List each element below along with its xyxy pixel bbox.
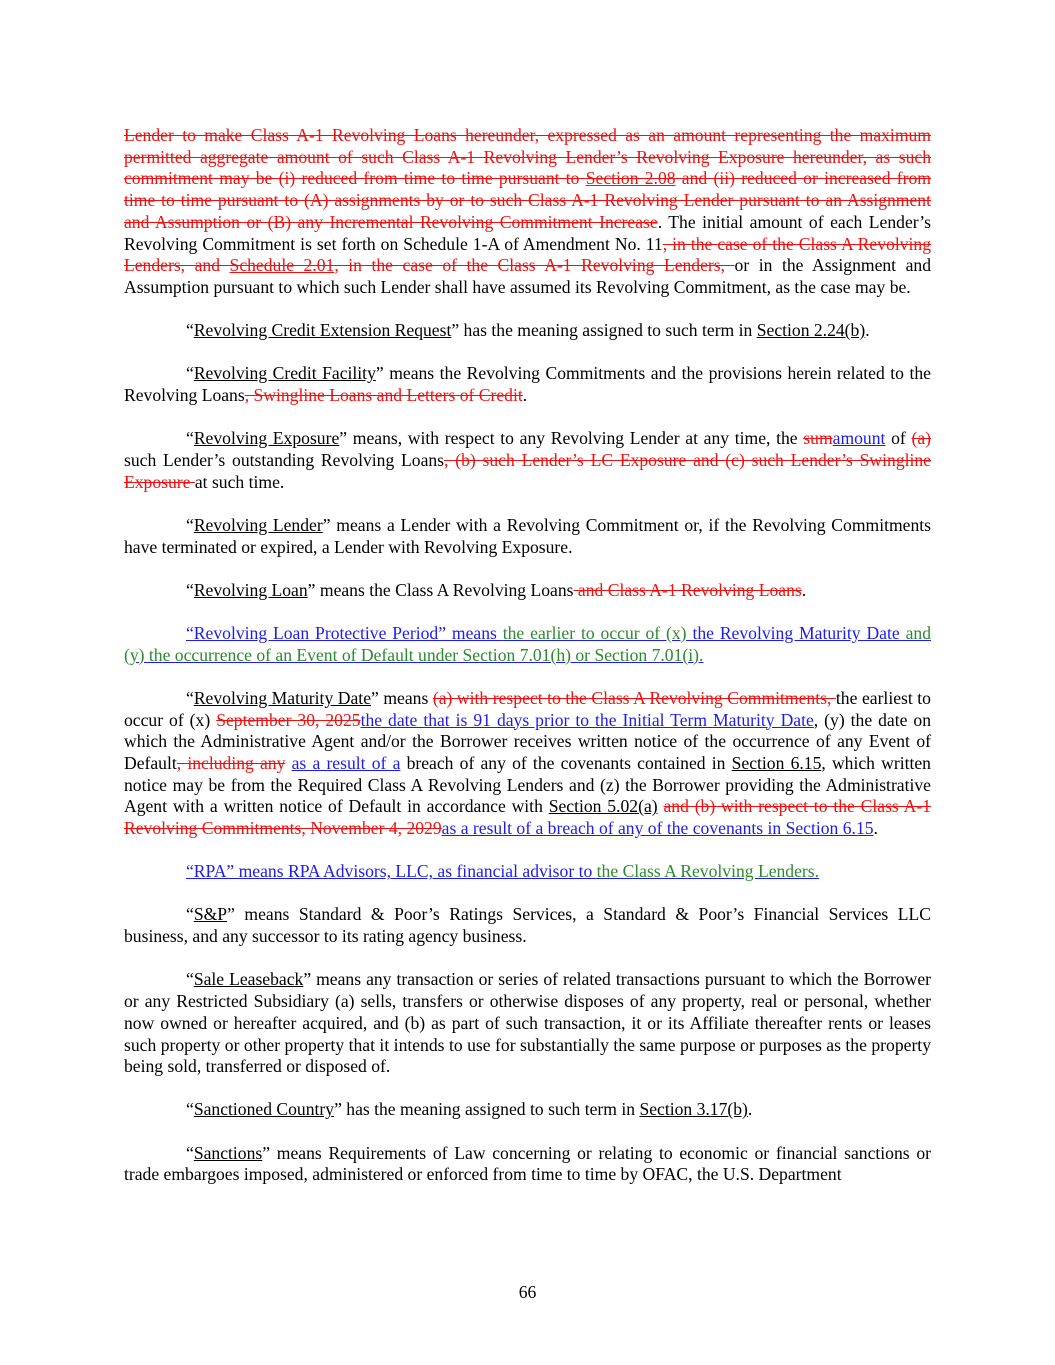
defined-term-or-reference: Sanctions (193, 1142, 263, 1163)
text-run: “ (186, 514, 194, 535)
deleted-text: , in the case of the Class A Revolving Lenders, and (124, 233, 931, 276)
text-run: or in the Assignment and Assumption pursuant to which such Lender shall have assumed its Revolving Commitment, as the case may be. (124, 255, 931, 297)
defined-term-or-reference: Revolving Credit Extension Request (193, 320, 452, 341)
text-run: . (747, 1099, 753, 1120)
deleted-text: , Swingline Loans and Letters of Credit (244, 385, 523, 406)
document-body (124, 125, 931, 1208)
text-run: ” has the meaning assigned to such term in (451, 320, 757, 341)
defined-term-or-reference: Section 3.17(b) (639, 1099, 748, 1120)
text-run: “ (186, 1142, 194, 1163)
text-run: ” means a Lender with a Revolving Commitment or, if the Revolving Commitments have terminated or expired, a Lender with Revolving Exposure. (124, 514, 931, 557)
text-run: “ (186, 320, 194, 341)
defined-term-or-reference: Section 2.24(b) (756, 320, 866, 341)
text-run: “ (186, 687, 194, 708)
definition-paragraph (124, 428, 931, 493)
text-run: the earliest to occur of (x) (124, 687, 931, 730)
defined-term-or-reference: Revolving Credit Facility (193, 363, 376, 384)
definition-paragraph (124, 580, 931, 602)
text-run: “ (186, 1099, 194, 1120)
defined-term-or-reference: Revolving Lender (193, 514, 323, 535)
deleted-text: sum (803, 428, 833, 449)
definition-paragraph (124, 125, 931, 299)
inserted-text: “Revolving Loan Protective Period” means (186, 622, 503, 643)
text-run: . The initial amount of each Lender’s Revolving Commitment is set forth on Schedule 1-A of Amendment No. 11 (124, 211, 931, 254)
deleted-text: (a) with respect to the Class A Revolving Commitments, (432, 687, 836, 708)
text-run: , (y) the date on which the Administrative Agent and/or the Borrower receives written notice of the occurrence of any Event of Default (124, 709, 931, 773)
defined-term-or-reference: Sanctioned Country (193, 1099, 335, 1120)
text-run: breach of any of the covenants contained in (400, 752, 732, 773)
defined-term-or-reference: S&P (193, 904, 228, 925)
text-run: such Lender’s outstanding Revolving Loans (124, 449, 445, 470)
text-run: “ (186, 363, 194, 384)
inserted-text: as a result of a (291, 752, 401, 773)
deleted-text: and (b) with respect to the Class A-1 Revolving Commitments, November 4, 2029 (124, 796, 931, 839)
text-run: ” means (371, 687, 433, 708)
deleted-text: and (ii) reduced or increased from time to time pursuant to (A) assignments by or to such Class A-1 Revolving Lender pursuant to an Assignment and Assumption or (B) any Incremental Revolving Commitment Increase (124, 168, 931, 232)
inserted-text: “RPA” means RPA Advisors, LLC, as financial advisor to (186, 861, 597, 882)
inserted-text: amount (832, 428, 886, 449)
defined-term-or-reference: Section 6.15 (731, 752, 822, 773)
text-run: of (885, 428, 912, 449)
deleted-text: , in the case of the Class A-1 Revolving Lenders, (334, 255, 735, 276)
definition-paragraph (124, 623, 931, 666)
text-run: . (522, 385, 528, 406)
text-run: “ (186, 579, 194, 600)
text-run: , which written notice may be from the Required Class A Revolving Lenders and (z) the Borrower providing the Administrative Agent with a written notice of Default in accordance with (124, 752, 931, 817)
defined-term-or-reference: Revolving Maturity Date (193, 687, 371, 708)
definition-paragraph (124, 861, 931, 883)
definition-paragraph (124, 515, 931, 558)
deleted-text: and Class A-1 Revolving Loans (573, 579, 802, 600)
definition-paragraph (124, 1143, 931, 1186)
deleted-text: (a) (911, 428, 931, 449)
text-run: ” means any transaction or series of related transactions pursuant to which the Borrower or any Restricted Subsidiary (a) sells, transfers or otherwise disposes of any property, real or personal, whether now owned or hereafter acquired, and (b) as part of such transaction, it or its Affiliate thereafter rents or leases such property or other property that it intends to use for substantially the same purpose or purposes as the property being sold, transferred or disposed of. (124, 969, 931, 1077)
inserted-text: the date that is 91 days prior to the Initial Term Maturity Date (360, 709, 814, 730)
definition-paragraph (124, 320, 931, 342)
text-run: . (873, 818, 878, 839)
text-run: ” means the Class A Revolving Loans (307, 579, 574, 600)
text-run: “ (186, 904, 194, 925)
deleted-text: , (b) such Lender’s LC Exposure and (c) such Lender’s Swingline Exposure (124, 449, 931, 492)
definition-paragraph (124, 1099, 931, 1121)
defined-term-or-reference: Revolving Loan (193, 579, 308, 600)
inserted-text: the Revolving Maturity Date (692, 622, 900, 643)
moved-text: the Class A Revolving Lenders. (596, 861, 820, 882)
text-run: . (801, 579, 807, 600)
page-number: 66 (518, 1282, 537, 1302)
text-run: ” means Requirements of Law concerning or relating to economic or financial sanctions or trade embargoes imposed, administered or enforced from time to time by OFAC, the U.S. Department (124, 1142, 931, 1185)
defined-term-or-reference: Sale Leaseback (193, 969, 304, 990)
definition-paragraph (124, 688, 931, 840)
deleted-text: , including any (176, 752, 286, 773)
defined-term-or-reference: Section 5.02(a) (548, 796, 658, 817)
text-run: at such time. (194, 471, 285, 492)
deleted-text: Lender to make Class A-1 Revolving Loans hereunder, expressed as an amount representing the maximum permitted aggregate amount of such Class A-1 Revolving Lender’s Revolving Exposure hereunder, as such commitment may be (i) reduced from time to time pursuant to (124, 125, 931, 189)
text-run: “ (186, 428, 194, 449)
deleted-reference: Schedule 2.01 (229, 255, 335, 276)
defined-term-or-reference: Revolving Exposure (193, 428, 340, 449)
inserted-text: as a result of a breach of any of the covenants in Section 6.15 (441, 818, 874, 839)
text-run: . (865, 320, 870, 341)
text-run: ” means the Revolving Commitments and the provisions herein related to the Revolving Loans (124, 363, 931, 406)
definition-paragraph (124, 363, 931, 406)
definition-paragraph (124, 969, 931, 1078)
deleted-text: September 30, 2025 (216, 709, 361, 730)
text-run: ” means, with respect to any Revolving Lender at any time, the (339, 428, 804, 449)
text-run: ” means Standard & Poor’s Ratings Services, a Standard & Poor’s Financial Services LLC business, and any successor to its rating agency business. (124, 904, 931, 947)
moved-text: the earlier to occur of (x) (502, 622, 693, 643)
deleted-reference: Section 2.08 (585, 168, 676, 189)
definition-paragraph (124, 904, 931, 947)
text-run: “ (186, 969, 194, 990)
moved-text: and (y) the occurrence of an Event of Default under Section 7.01(h) or Section 7.01(i). (124, 622, 931, 665)
text-run: ” has the meaning assigned to such term in (334, 1099, 640, 1120)
